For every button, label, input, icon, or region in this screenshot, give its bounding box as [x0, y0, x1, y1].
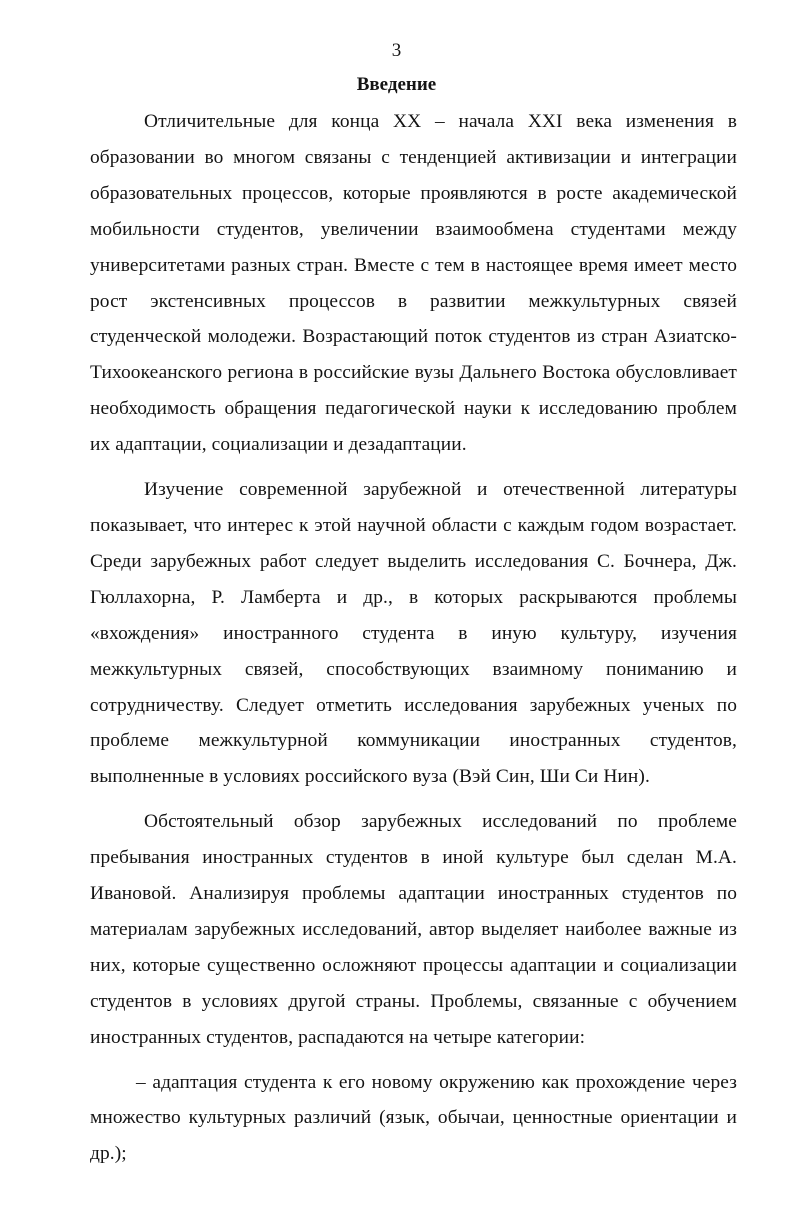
body-text	[90, 104, 737, 1172]
section-title: Введение	[356, 74, 437, 95]
paragraph-intro: Отличительные для конца XX – начала XXI века изменения в образовании во многом связаны с тенденцией активизации и интеграции образовательных процессов, которые проявляются в росте академической мобильности студентов, увеличении взаимообмена студентами между университетами разных стран. Вместе с тем в настоящее время имеет место рост экстенсивных процессов в развитии межкультурных связей студенческой молодежи. Возрастающий поток студентов из стран Азиатско-Тихоокеанского региона в российские вузы Дальнего Востока обусловливает необходимость обращения педагогической науки к исследованию проблем их адаптации, социализации и дезадаптации.	[90, 111, 737, 456]
paragraph-literature-review: Изучение современной зарубежной и отечественной литературы показывает, что интерес к этой научной области с каждым годом возрастает. Среди зарубежных работ следует выделить исследования С. Бочнера, Дж. Гюллахорна, Р. Ламберта и др., в которых раскрываются проблемы «вхождения» иностранного студента в иную культуру, изучения межкультурных связей, способствующих взаимному пониманию и сотрудничеству. Следует отметить исследования зарубежных ученых по проблеме межкультурной коммуникации иностранных студентов, выполненные в условиях российского вуза (Вэй Син, Ши Си Нин).	[90, 479, 737, 788]
paragraph-ivanova-review: Обстоятельный обзор зарубежных исследований по проблеме пребывания иностранных студентов в иной культуре был сделан М.А. Ивановой. Анализируя проблемы адаптации иностранных студентов по материалам зарубежных исследований, автор выделяет наиболее важные из них, которые существенно осложняют процессы адаптации и социализации студентов в условиях другой страны. Проблемы, связанные с обучением иностранных студентов, распадаются на четыре категории:	[90, 811, 737, 1048]
page-number: 3	[391, 40, 402, 61]
list-item-adaptation: – адаптация студента к его новому окружению как прохождение через множество культурных различий (язык, обычаи, ценностные ориентации и др.);	[90, 1071, 737, 1165]
